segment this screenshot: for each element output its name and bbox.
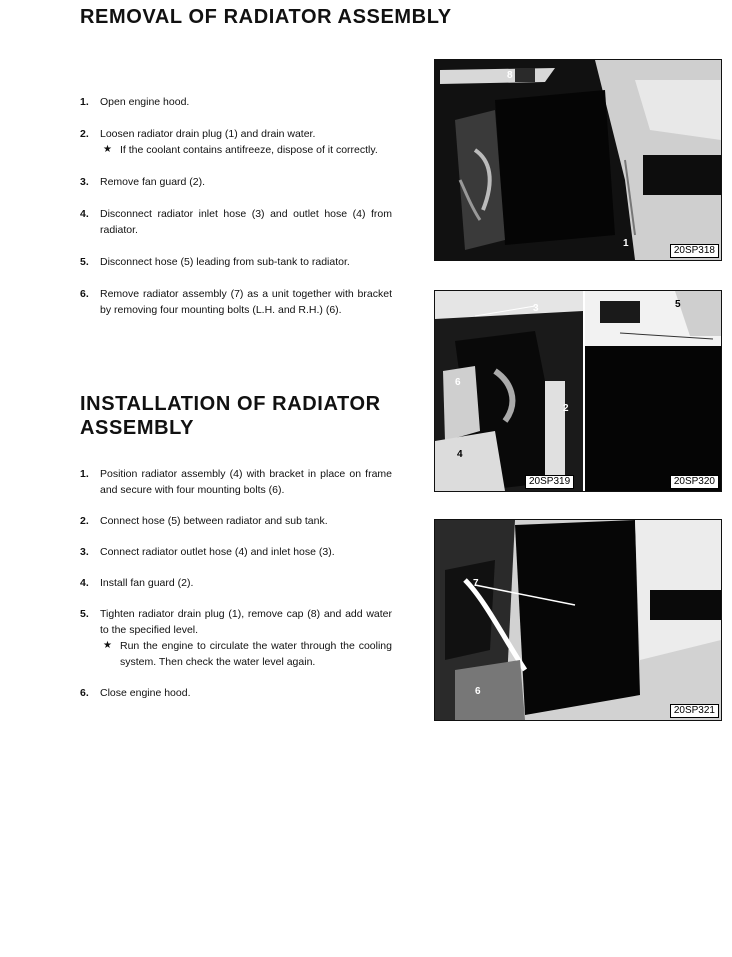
step-number: 4. [80,577,89,589]
step-text: Install fan guard (2). [100,577,194,589]
installation-title-line1: INSTALLATION OF RADIATOR [80,393,381,415]
photo-318-illustration [435,60,721,260]
step-text: Connect radiator outlet hose (4) and inlet hose (3). [100,546,335,558]
step-number: 2. [80,515,89,527]
step-text: Disconnect hose (5) leading from sub-tank to radiator. [100,256,350,268]
step-number: 6. [80,288,89,300]
callout-6: 6 [455,377,461,388]
step-number: 1. [80,96,89,108]
step-number: 5. [80,608,89,620]
note-text: Run the engine to circulate the water through the cooling system. Then check the water level again. [120,640,392,668]
step-text: Tighten radiator drain plug (1), remove cap (8) and add water to the specified level. [100,608,392,636]
photo-radiator-assembly-removal [434,519,722,721]
removal-step [80,286,392,318]
step-number: 1. [80,468,89,480]
installation-step [80,685,392,701]
note-text: If the coolant contains antifreeze, dispose of it correctly. [120,144,378,156]
step-number: 6. [80,687,89,699]
note-star-icon: ★ [103,640,112,651]
installation-title-line2: ASSEMBLY [80,417,195,439]
removal-step [80,126,392,158]
photo-hoses-and-fan-guard [434,290,722,492]
installation-step [80,575,392,591]
step-text: Position radiator assembly (4) with bracket in place on frame and secure with four mounting bolts (6). [100,468,392,496]
callout-1: 1 [623,238,629,249]
callout-5: 5 [675,299,681,310]
photo-caption-319: 20SP319 [525,475,574,489]
callout-3: 3 [533,303,539,314]
removal-steps-list [80,94,392,318]
installation-step [80,544,392,560]
installation-section-title [80,392,381,440]
callout-8: 8 [507,70,513,81]
step-number: 2. [80,128,89,140]
step-number: 4. [80,208,89,220]
removal-step [80,206,392,238]
step-number: 3. [80,176,89,188]
callout-6: 6 [475,686,481,697]
photo-caption-320: 20SP320 [670,475,719,489]
removal-step [80,174,392,190]
step-text: Close engine hood. [100,687,191,699]
removal-step [80,254,392,270]
step-text: Disconnect radiator inlet hose (3) and outlet hose (4) from radiator. [100,208,392,236]
removal-section-title: REMOVAL OF RADIATOR ASSEMBLY [80,6,452,28]
step-text: Remove fan guard (2). [100,176,206,188]
removal-step [80,94,392,110]
callout-7: 7 [473,578,479,589]
installation-steps-list [80,466,392,701]
installation-step [80,466,392,498]
note-star-icon: ★ [103,144,112,155]
installation-step [80,513,392,529]
photo-caption: 20SP318 [670,244,719,258]
step-text: Loosen radiator drain plug (1) and drain water. [100,128,316,140]
callout-2: 2 [563,403,569,414]
photo-caption: 20SP321 [670,704,719,718]
step-number: 3. [80,546,89,558]
step-text: Connect hose (5) between radiator and sub tank. [100,515,328,527]
step-number: 5. [80,256,89,268]
installation-step [80,606,392,670]
step-note [100,142,392,158]
callout-4: 4 [457,449,463,460]
step-text: Open engine hood. [100,96,190,108]
step-text: Remove radiator assembly (7) as a unit together with bracket by removing four mounting bolts (L.H. and R.H.) (6). [100,288,392,316]
photo-radiator-drain-plug [434,59,722,261]
step-note [100,638,392,670]
photo-319-320-illustration [435,291,721,491]
